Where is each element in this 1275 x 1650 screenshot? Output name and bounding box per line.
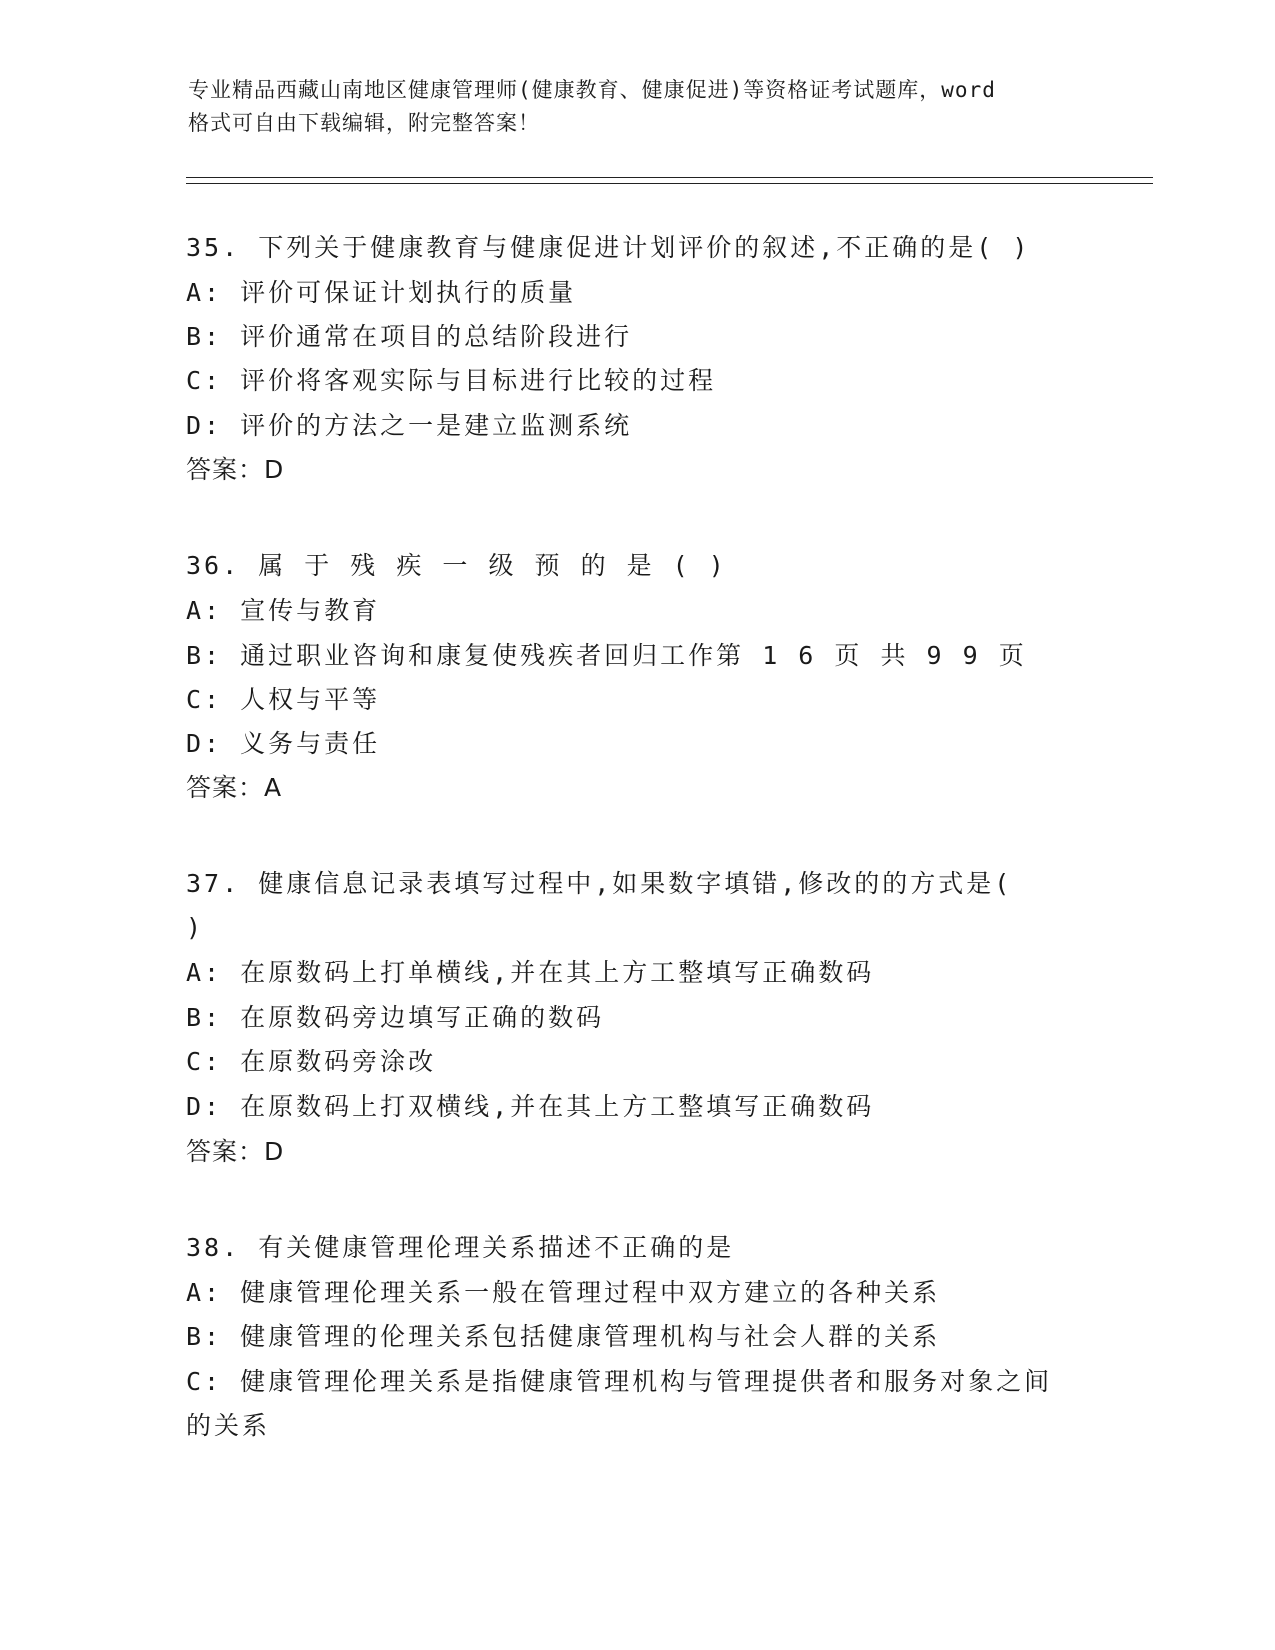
- question-36-answer: 答案：A: [186, 773, 283, 802]
- question-38-option-c-continued: 的关系: [186, 1411, 271, 1440]
- question-36-option-d: D: 义务与责任: [186, 729, 381, 758]
- question-37-option-c: C: 在原数码旁涂改: [186, 1047, 437, 1076]
- question-37-stem-continued: ): [186, 913, 205, 942]
- question-37-answer: 答案：D: [186, 1137, 285, 1166]
- question-35-option-d: D: 评价的方法之一是建立监测系统: [186, 411, 633, 440]
- question-35-option-c: C: 评价将客观实际与目标进行比较的过程: [186, 366, 717, 395]
- question-38-option-a: A: 健康管理伦理关系一般在管理过程中双方建立的各种关系: [186, 1278, 941, 1307]
- question-36-option-c: C: 人权与平等: [186, 685, 381, 714]
- question-37-option-d: D: 在原数码上打双横线,并在其上方工整填写正确数码: [186, 1092, 875, 1121]
- question-38-stem: 38. 有关健康管理伦理关系描述不正确的是: [186, 1233, 735, 1262]
- question-37-stem: 37. 健康信息记录表填写过程中,如果数字填错,修改的的方式是(: [186, 869, 1013, 898]
- header-divider-bottom: [186, 183, 1153, 184]
- question-35-stem: 35. 下列关于健康教育与健康促进计划评价的叙述,不正确的是( ): [186, 233, 1031, 262]
- question-35-answer: 答案：D: [186, 455, 285, 484]
- question-37-option-a: A: 在原数码上打单横线,并在其上方工整填写正确数码: [186, 958, 875, 987]
- question-36-stem: 36. 属 于 残 疾 一 级 预 的 是 ( ): [186, 551, 727, 580]
- question-35-option-b: B: 评价通常在项目的总结阶段进行: [186, 322, 633, 351]
- header-line-2: 格式可自由下载编辑，附完整答案！: [188, 111, 540, 135]
- header-line-1: 专业精品西藏山南地区健康管理师(健康教育、健康促进)等资格证考试题库，word: [188, 78, 996, 102]
- question-38-option-c: C: 健康管理伦理关系是指健康管理机构与管理提供者和服务对象之间: [186, 1367, 1053, 1396]
- question-36-option-a: A: 宣传与教育: [186, 596, 381, 625]
- document-header: [188, 74, 1088, 140]
- question-38-option-b: B: 健康管理的伦理关系包括健康管理机构与社会人群的关系: [186, 1322, 941, 1351]
- question-36-option-b: B: 通过职业咨询和康复使残疾者回归工作第 1 6 页 共 9 9 页: [186, 641, 1027, 670]
- question-37-option-b: B: 在原数码旁边填写正确的数码: [186, 1003, 605, 1032]
- question-35-option-a: A: 评价可保证计划执行的质量: [186, 278, 577, 307]
- header-divider-top: [186, 177, 1153, 178]
